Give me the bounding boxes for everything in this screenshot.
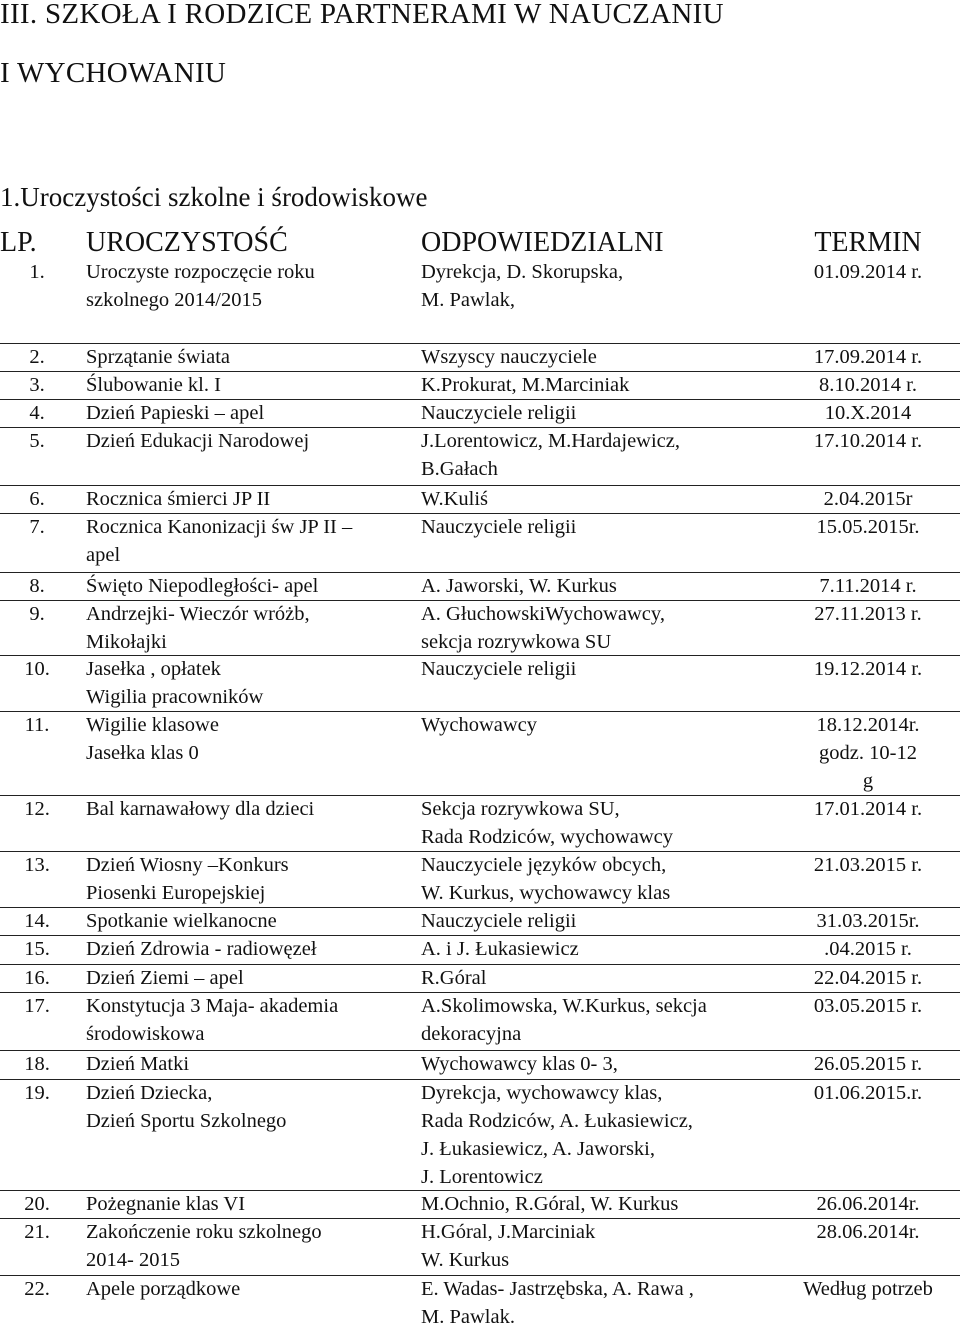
cell-lp: 10.	[24, 658, 50, 680]
cell-date: 21.03.2015 r.	[813, 854, 923, 876]
cell-event: Dzień Papieski – apel	[86, 402, 265, 424]
header-lp: LP.	[0, 227, 37, 258]
cell-date: 31.03.2015r.	[816, 910, 920, 932]
cell-date: 03.05.2015 r.	[813, 995, 923, 1017]
cell-date: 18.12.2014r. godz. 10-12 g	[816, 714, 920, 792]
cell-responsible: Dyrekcja, D. Skorupska, M. Pawlak,	[421, 261, 624, 311]
cell-lp: 7.	[29, 516, 45, 538]
cell-lp: 22.	[24, 1278, 50, 1300]
cell-responsible: E. Wadas- Jastrzębska, A. Rawa , M. Pawlak.	[421, 1278, 694, 1328]
cell-lp: 1.	[29, 261, 45, 283]
cell-event: Uroczyste rozpoczęcie roku szkolnego 2014/2015	[86, 261, 315, 311]
table-header	[0, 228, 960, 258]
cell-responsible: Nauczyciele języków obcych, W. Kurkus, wychowawcy klas	[421, 854, 671, 904]
cell-date: 26.05.2015 r.	[813, 1053, 923, 1075]
cell-date: 26.06.2014r.	[816, 1193, 920, 1215]
cell-date: 19.12.2014 r.	[813, 658, 923, 680]
cell-lp: 19.	[24, 1082, 50, 1104]
cell-lp: 5.	[29, 430, 45, 452]
cell-lp: 14.	[24, 910, 50, 932]
cell-event: Dzień Ziemi – apel	[86, 967, 244, 989]
cell-lp: 18.	[24, 1053, 50, 1075]
cell-lp: 12.	[24, 798, 50, 820]
cell-responsible: A. Jaworski, W. Kurkus	[421, 575, 617, 597]
cell-lp: 16.	[24, 967, 50, 989]
cell-event: Święto Niepodległości- apel	[86, 575, 319, 597]
cell-event: Wigilie klasowe Jasełka klas 0	[86, 714, 219, 764]
cell-date: 10.X.2014	[824, 402, 912, 424]
cell-date: 8.10.2014 r.	[819, 374, 917, 396]
cell-event: Apele porządkowe	[86, 1278, 241, 1300]
cell-date: 17.09.2014 r.	[813, 346, 923, 368]
cell-lp: 3.	[29, 374, 45, 396]
cell-event: Zakończenie roku szkolnego 2014- 2015	[86, 1221, 322, 1271]
cell-responsible: J.Lorentowicz, M.Hardajewicz, B.Gałach	[421, 430, 680, 480]
cell-responsible: W.Kuliś	[421, 488, 489, 510]
cell-responsible: H.Góral, J.Marciniak W. Kurkus	[421, 1221, 596, 1271]
cell-lp: 17.	[24, 995, 50, 1017]
cell-responsible: Nauczyciele religii	[421, 516, 577, 538]
cell-date: Według potrzeb	[803, 1278, 933, 1300]
cell-lp: 4.	[29, 402, 45, 424]
cell-date: 01.09.2014 r.	[813, 261, 923, 283]
cell-date: 27.11.2013 r.	[814, 603, 922, 625]
cell-responsible: Nauczyciele religii	[421, 910, 577, 932]
document-title-line-1: III. SZKOŁA I RODZICE PARTNERAMI W NAUCZANIU	[0, 0, 724, 30]
section-title: 1.Uroczystości szkolne i środowiskowe	[0, 182, 428, 212]
cell-event: Rocznica Kanonizacji św JP II – apel	[86, 516, 353, 566]
cell-lp: 21.	[24, 1221, 50, 1243]
cell-responsible: Wychowawcy klas 0- 3,	[421, 1053, 618, 1075]
cell-lp: 15.	[24, 938, 50, 960]
cell-event: Bal karnawałowy dla dzieci	[86, 798, 315, 820]
document-title-line-2: I WYCHOWANIU	[0, 57, 227, 89]
cell-event: Dzień Edukacji Narodowej	[86, 430, 310, 452]
cell-lp: 11.	[24, 714, 50, 736]
cell-event: Andrzejki- Wieczór wróżb, Mikołajki	[86, 603, 310, 653]
header-event: UROCZYSTOŚĆ	[86, 227, 288, 258]
cell-event: Dzień Matki	[86, 1053, 190, 1075]
cell-date: 01.06.2015.r.	[813, 1082, 923, 1104]
cell-event: Pożegnanie klas VI	[86, 1193, 246, 1215]
cell-event: Jasełka , opłatek Wigilia pracowników	[86, 658, 264, 708]
cell-lp: 2.	[29, 346, 45, 368]
cell-date: 15.05.2015r.	[816, 516, 920, 538]
cell-responsible: R.Góral	[421, 967, 487, 989]
cell-responsible: A.Skolimowska, W.Kurkus, sekcja dekoracyjna	[421, 995, 707, 1045]
cell-event: Dzień Dziecka, Dzień Sportu Szkolnego	[86, 1082, 287, 1132]
cell-responsible: K.Prokurat, M.Marciniak	[421, 374, 630, 396]
cell-lp: 8.	[29, 575, 45, 597]
cell-responsible: Wychowawcy	[421, 714, 538, 736]
cell-date: 22.04.2015 r.	[813, 967, 923, 989]
cell-event: Sprzątanie świata	[86, 346, 231, 368]
cell-responsible: A. i J. Łukasiewicz	[421, 938, 579, 960]
cell-date: 28.06.2014r.	[816, 1221, 920, 1243]
cell-date: 7.11.2014 r.	[819, 575, 917, 597]
cell-responsible: Nauczyciele religii	[421, 402, 577, 424]
cell-lp: 6.	[29, 488, 45, 510]
cell-event: Dzień Wiosny –Konkurs Piosenki Europejskiej	[86, 854, 289, 904]
cell-event: Rocznica śmierci JP II	[86, 488, 271, 510]
cell-date: 17.10.2014 r.	[813, 430, 923, 452]
cell-responsible: Nauczyciele religii	[421, 658, 577, 680]
cell-event: Spotkanie wielkanocne	[86, 910, 277, 932]
cell-responsible: Dyrekcja, wychowawcy klas, Rada Rodziców, A. Łukasiewicz, J. Łukasiewicz, A. Jaworski, J. Lorentowicz	[421, 1082, 693, 1188]
cell-event: Ślubowanie kl. I	[86, 374, 221, 396]
cell-lp: 13.	[24, 854, 50, 876]
header-responsible: ODPOWIEDZIALNI	[421, 227, 664, 258]
cell-date: .04.2015 r.	[824, 938, 912, 960]
cell-responsible: Sekcja rozrywkowa SU, Rada Rodziców, wychowawcy	[421, 798, 673, 848]
cell-date: 17.01.2014 r.	[813, 798, 923, 820]
cell-lp: 20.	[24, 1193, 50, 1215]
cell-responsible: A. GłuchowskiWychowawcy, sekcja rozrywkowa SU	[421, 603, 665, 653]
cell-responsible: Wszyscy nauczyciele	[421, 346, 597, 368]
cell-event: Konstytucja 3 Maja- akademia środowiskowa	[86, 995, 339, 1045]
cell-date: 2.04.2015r	[823, 488, 913, 510]
cell-lp: 9.	[29, 603, 45, 625]
cell-event: Dzień Zdrowia - radiowęzeł	[86, 938, 317, 960]
cell-responsible: M.Ochnio, R.Góral, W. Kurkus	[421, 1193, 679, 1215]
header-date: TERMIN	[814, 227, 922, 258]
